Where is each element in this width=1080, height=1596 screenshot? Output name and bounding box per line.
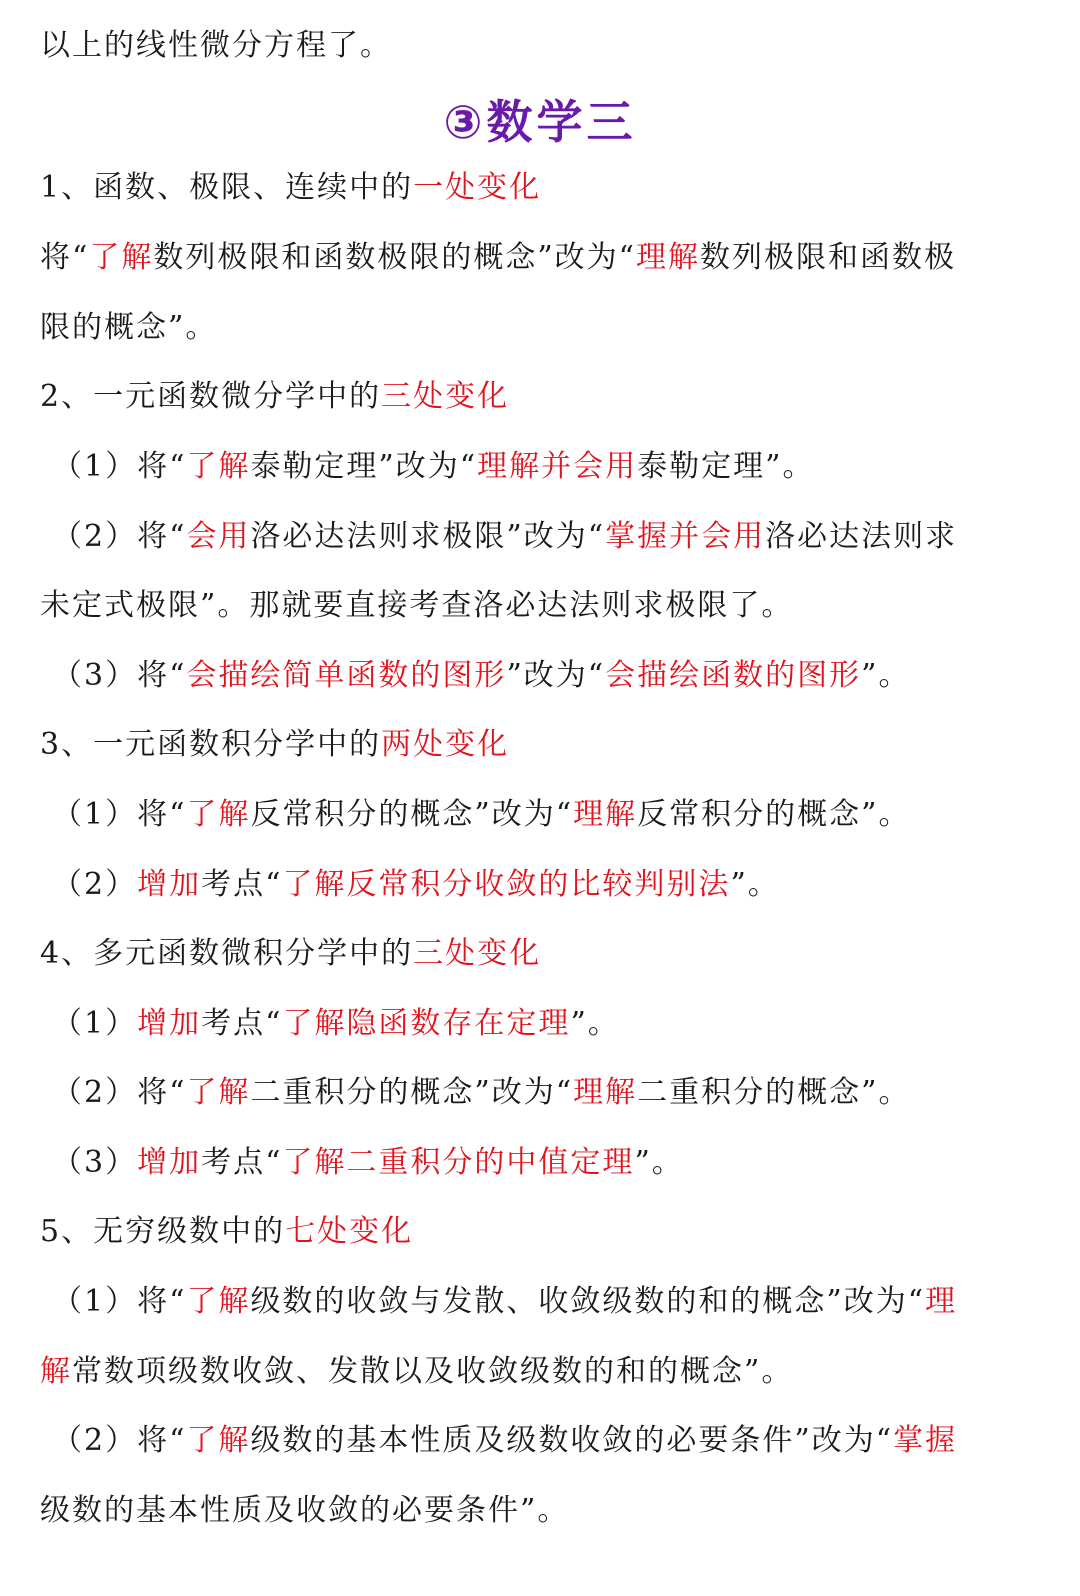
intro-line: 以上的线性微分方程了。 [40, 28, 392, 63]
s5-heading: 5、无穷级数中的七处变化 [40, 1214, 414, 1249]
s5-item-2-cont: 级数的基本性质及收敛的必要条件”。 [40, 1493, 570, 1528]
s2-item-3: （3）将“会描绘简单函数的图形”改为“会描绘函数的图形”。 [52, 658, 911, 693]
s4-heading: 4、多元函数微积分学中的三处变化 [40, 936, 542, 971]
s1-paragraph-cont: 限的概念”。 [40, 310, 218, 345]
s2-heading: 2、一元函数微分学中的三处变化 [40, 379, 510, 414]
s1-paragraph: 将“了解数列极限和函数极限的概念”改为“理解数列极限和函数极 [40, 240, 957, 275]
s4-item-2: （2）将“了解二重积分的概念”改为“理解二重积分的概念”。 [52, 1075, 911, 1110]
s2-item-1: （1）将“了解泰勒定理”改为“理解并会用泰勒定理”。 [52, 449, 815, 484]
s5-item-1-cont: 解常数项级数收敛、发散以及收敛级数的和的概念”。 [40, 1354, 794, 1389]
section-title: ③数学三 [443, 95, 637, 149]
s1-heading: 1、函数、极限、连续中的一处变化 [40, 170, 542, 205]
s4-item-3: （3）增加考点“了解二重积分的中值定理”。 [52, 1145, 684, 1180]
s5-item-1: （1）将“了解级数的收敛与发散、收敛级数的和的概念”改为“理 [52, 1284, 958, 1319]
s2-item-2: （2）将“会用洛必达法则求极限”改为“掌握并会用洛必达法则求 [52, 519, 958, 554]
s2-item-2-cont: 未定式极限”。那就要直接考查洛必达法则求极限了。 [40, 588, 794, 623]
s5-item-2: （2）将“了解级数的基本性质及级数收敛的必要条件”改为“掌握 [52, 1423, 958, 1458]
s4-item-1: （1）增加考点“了解隐函数存在定理”。 [52, 1006, 620, 1041]
s3-item-2: （2）增加考点“了解反常积分收敛的比较判别法”。 [52, 867, 780, 902]
s3-heading: 3、一元函数积分学中的两处变化 [40, 727, 510, 762]
s3-item-1: （1）将“了解反常积分的概念”改为“理解反常积分的概念”。 [52, 797, 911, 832]
